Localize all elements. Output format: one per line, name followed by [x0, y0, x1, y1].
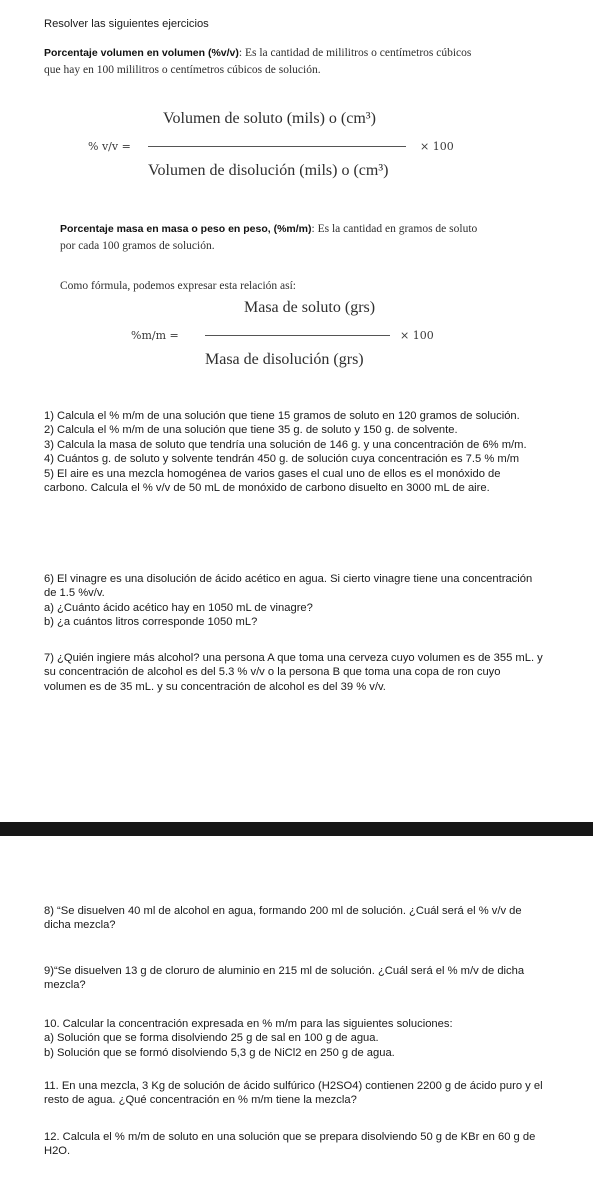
exercise-10-a: a) Solución que se forma disolviendo 25 g de sal en 100 g de agua.	[44, 1032, 379, 1045]
page-header: Resolver las siguientes ejercicios	[44, 18, 209, 30]
definition-mm-text-1: : Es la cantidad en gramos de soluto	[311, 223, 478, 235]
definition-vv-term: Porcentaje volumen en volumen (%v/v)	[44, 47, 239, 59]
formula-vv-numerator: Volumen de soluto (mils) o (cm³)	[163, 110, 376, 127]
page-divider	[0, 822, 593, 836]
definition-vv-text-1: : Es la cantidad de mililitros o centímetros cúbicos	[238, 47, 472, 59]
exercise-12: 12. Calcula el % m/m de soluto en una solución que se prepara disolviendo 50 g de KBr en 60 g de H2O.	[44, 1131, 536, 1158]
formula-mm-denominator: Masa de disolución (grs)	[205, 351, 364, 368]
exercise-5: 5) El aire es una mezcla homogénea de varios gases el cual uno de ellos es el monóxido de carbono. Calcula el % v/v de 50 mL de monóxido de carbono disuelto en 3000 mL de aire.	[44, 467, 501, 495]
exercise-6-b: b) ¿a cuántos litros corresponde 1050 mL?	[44, 616, 258, 629]
exercise-6-stem: 6) El vinagre es una disolución de ácido acético en agua. Si cierto vinagre tiene una concentración de 1.5 %v/v.	[44, 573, 533, 600]
formula-mm-factor: × 100	[400, 329, 434, 342]
exercise-8: 8) “Se disuelven 40 ml de alcohol en agua, formando 200 ml de solución. ¿Cuál será el % v/v de dicha mezcla?	[44, 905, 522, 932]
definition-mm-term: Porcentaje masa en masa o peso en peso, (%m/m)	[60, 223, 312, 235]
exercise-1: 1) Calcula el % m/m de una solución que tiene 15 gramos de soluto en 120 gramos de solución.	[44, 410, 520, 422]
exercise-10-stem: 10. Calcular la concentración expresada en % m/m para las siguientes soluciones:	[44, 1018, 453, 1030]
exercise-10	[44, 1017, 544, 1060]
definition-vv-text-2: que hay en 100 mililitros o centímetros cúbicos de solución.	[44, 64, 321, 76]
exercise-6	[44, 572, 544, 630]
exercise-11: 11. En una mezcla, 3 Kg de solución de ácido sulfúrico (H2SO4) contienen 2200 g de ácido puro y el resto de agua. ¿Qué concentración en % m/m tiene la mezcla?	[44, 1080, 543, 1107]
formula-vv-denominator: Volumen de disolución (mils) o (cm³)	[148, 162, 389, 179]
definition-mm-text-2: por cada 100 gramos de solución.	[60, 240, 215, 252]
exercise-2: 2) Calcula el % m/m de una solución que tiene 35 g. de soluto y 150 g. de solvente.	[44, 424, 458, 437]
formula-intro: Como fórmula, podemos expresar esta relación así:	[60, 280, 296, 292]
formula-vv-lhs: % v/v =	[88, 140, 131, 153]
formula-vv-factor: × 100	[420, 140, 454, 153]
definition-vv	[44, 45, 564, 79]
exercise-6-a: a) ¿Cuánto ácido acético hay en 1050 mL de vinagre?	[44, 601, 313, 614]
exercise-list-1	[44, 409, 544, 495]
exercise-7: 7) ¿Quién ingiere más alcohol? una persona A que toma una cerveza cuyo volumen es de 355 mL. y su concentración de alcohol es del 5.3 % v/v o la persona B que toma una copa de ron cuyo volumen es de 35 mL. y su concentración de alcohol es del 39 % v/v.	[44, 652, 543, 693]
formula-mm-fraction-bar	[205, 335, 390, 336]
exercise-10-b: b) Solución que se formó disolviendo 5,3 g de NiCl2 en 250 g de agua.	[44, 1046, 395, 1059]
formula-mm-numerator: Masa de soluto (grs)	[244, 299, 376, 316]
formula-vv-fraction-bar	[148, 146, 406, 147]
exercise-9: 9)“Se disuelven 13 g de cloruro de aluminio en 215 ml de solución. ¿Cuál será el % m/v de dicha mezcla?	[44, 965, 525, 992]
exercise-4: 4) Cuántos g. de soluto y solvente tendrán 450 g. de solución cuya concentración es 7.5 % m/m	[44, 453, 520, 466]
definition-mm	[60, 221, 560, 255]
exercise-3: 3) Calcula la masa de soluto que tendría una solución de 146 g. y una concentración de 6% m/m.	[44, 438, 527, 451]
formula-mm-lhs: %m/m =	[131, 329, 179, 342]
